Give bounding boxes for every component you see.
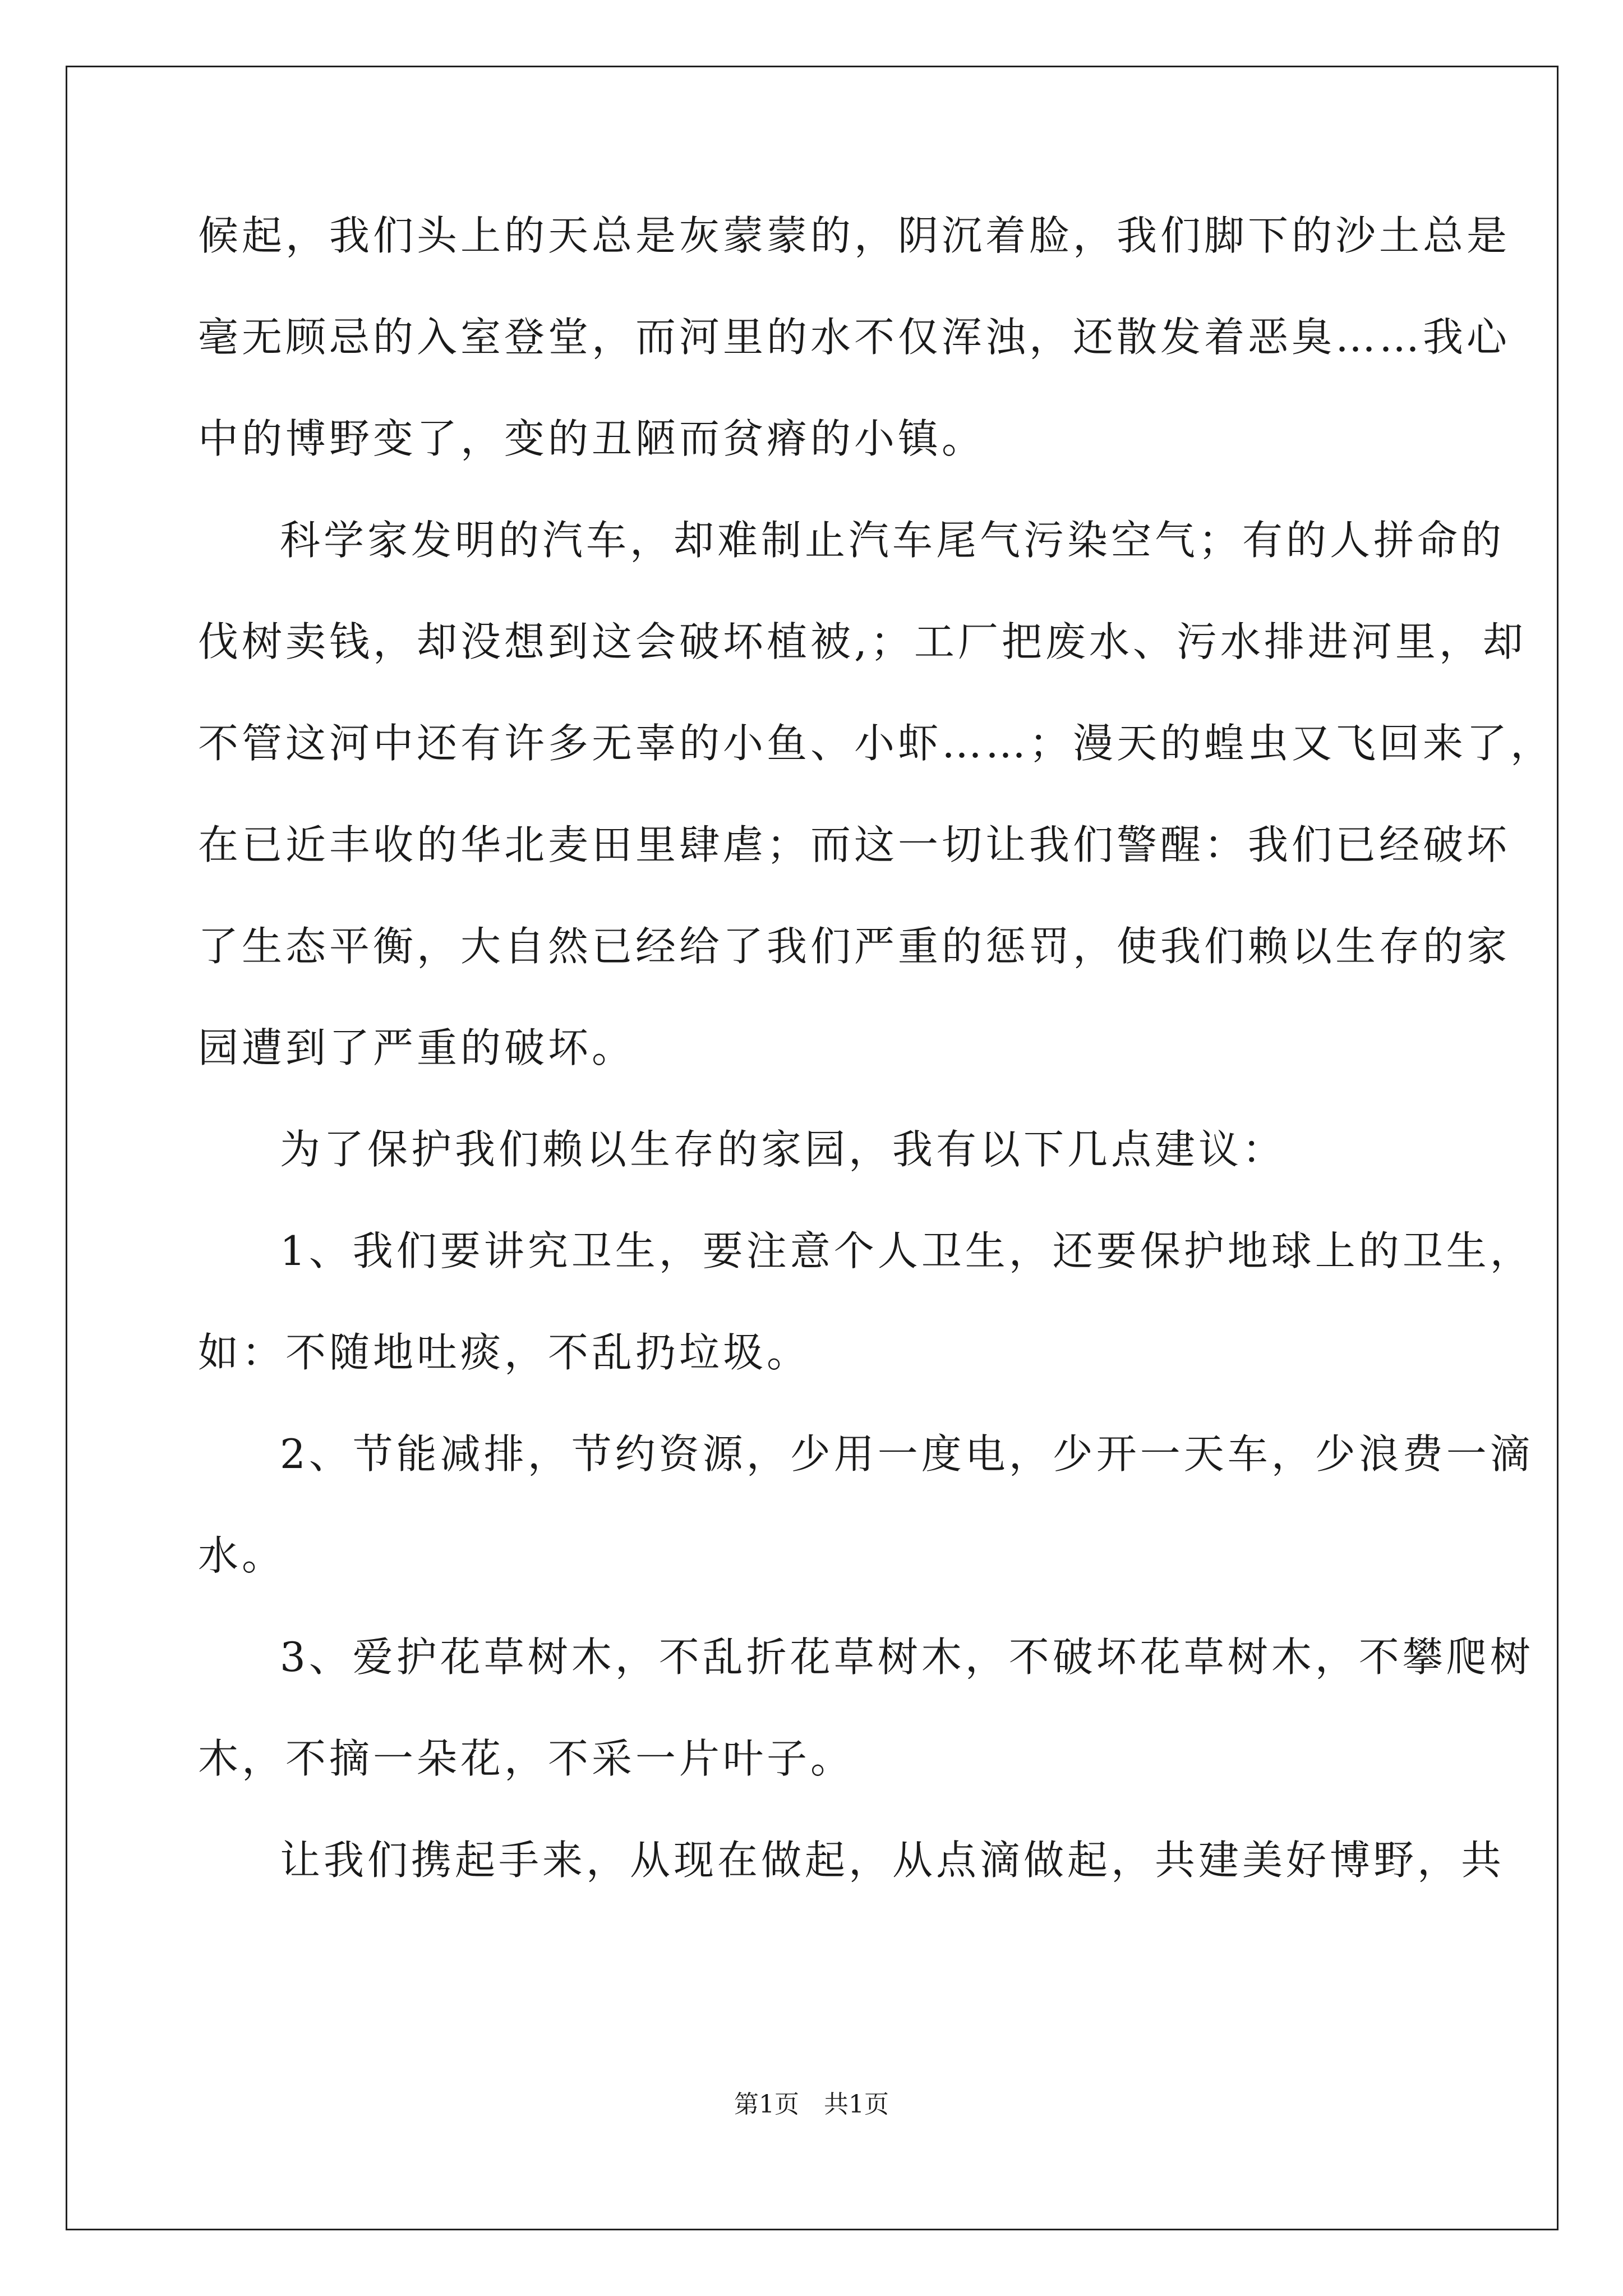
text-line: 不管这河中还有许多无辜的小鱼、小虾……；漫天的蝗虫又飞回来了， xyxy=(198,720,1555,767)
paragraph-start-line: 为了保护我们赖以生存的家园，我有以下几点建议： xyxy=(280,1126,1287,1173)
text-line: 园遭到了严重的破坏。 xyxy=(198,1024,636,1071)
text-line: 伐树卖钱，却没想到这会破坏植被,；工厂把废水、污水排进河里，却 xyxy=(198,618,1527,665)
text-line: 中的博野变了，变的丑陋而贫瘠的小镇。 xyxy=(198,415,986,462)
text-line: 木，不摘一朵花，不采一片叶子。 xyxy=(198,1735,855,1782)
paragraph-start-line: 2、节能减排，节约资源，少用一度电，少开一天车，少浪费一滴 xyxy=(280,1430,1534,1478)
text-line: 候起，我们头上的天总是灰蒙蒙的，阴沉着脸，我们脚下的沙土总是 xyxy=(198,212,1511,259)
text-line: 如：不随地吐痰，不乱扔垃圾。 xyxy=(198,1329,811,1376)
page-number-footer: 第1页 共1页 xyxy=(734,2090,889,2119)
text-line: 毫无顾忌的入室登堂，而河里的水不仅浑浊，还散发着恶臭……我心 xyxy=(198,314,1511,361)
paragraph-start-line: 3、爱护花草树木，不乱折花草树木，不破坏花草树木，不攀爬树 xyxy=(280,1634,1534,1681)
text-line: 在已近丰收的华北麦田里肆虐；而这一切让我们警醒：我们已经破坏 xyxy=(198,821,1511,868)
paragraph-start-line: 让我们携起手来，从现在做起，从点滴做起，共建美好博野，共 xyxy=(280,1837,1505,1884)
text-line: 了生态平衡，大自然已经给了我们严重的惩罚，使我们赖以生存的家 xyxy=(198,923,1511,970)
text-line: 水。 xyxy=(198,1532,286,1579)
paragraph-start-line: 1、我们要讲究卫生，要注意个人卫生，还要保护地球上的卫生， xyxy=(280,1227,1534,1274)
paragraph-start-line: 科学家发明的汽车，却难制止汽车尾气污染空气；有的人拼命的 xyxy=(280,517,1505,564)
